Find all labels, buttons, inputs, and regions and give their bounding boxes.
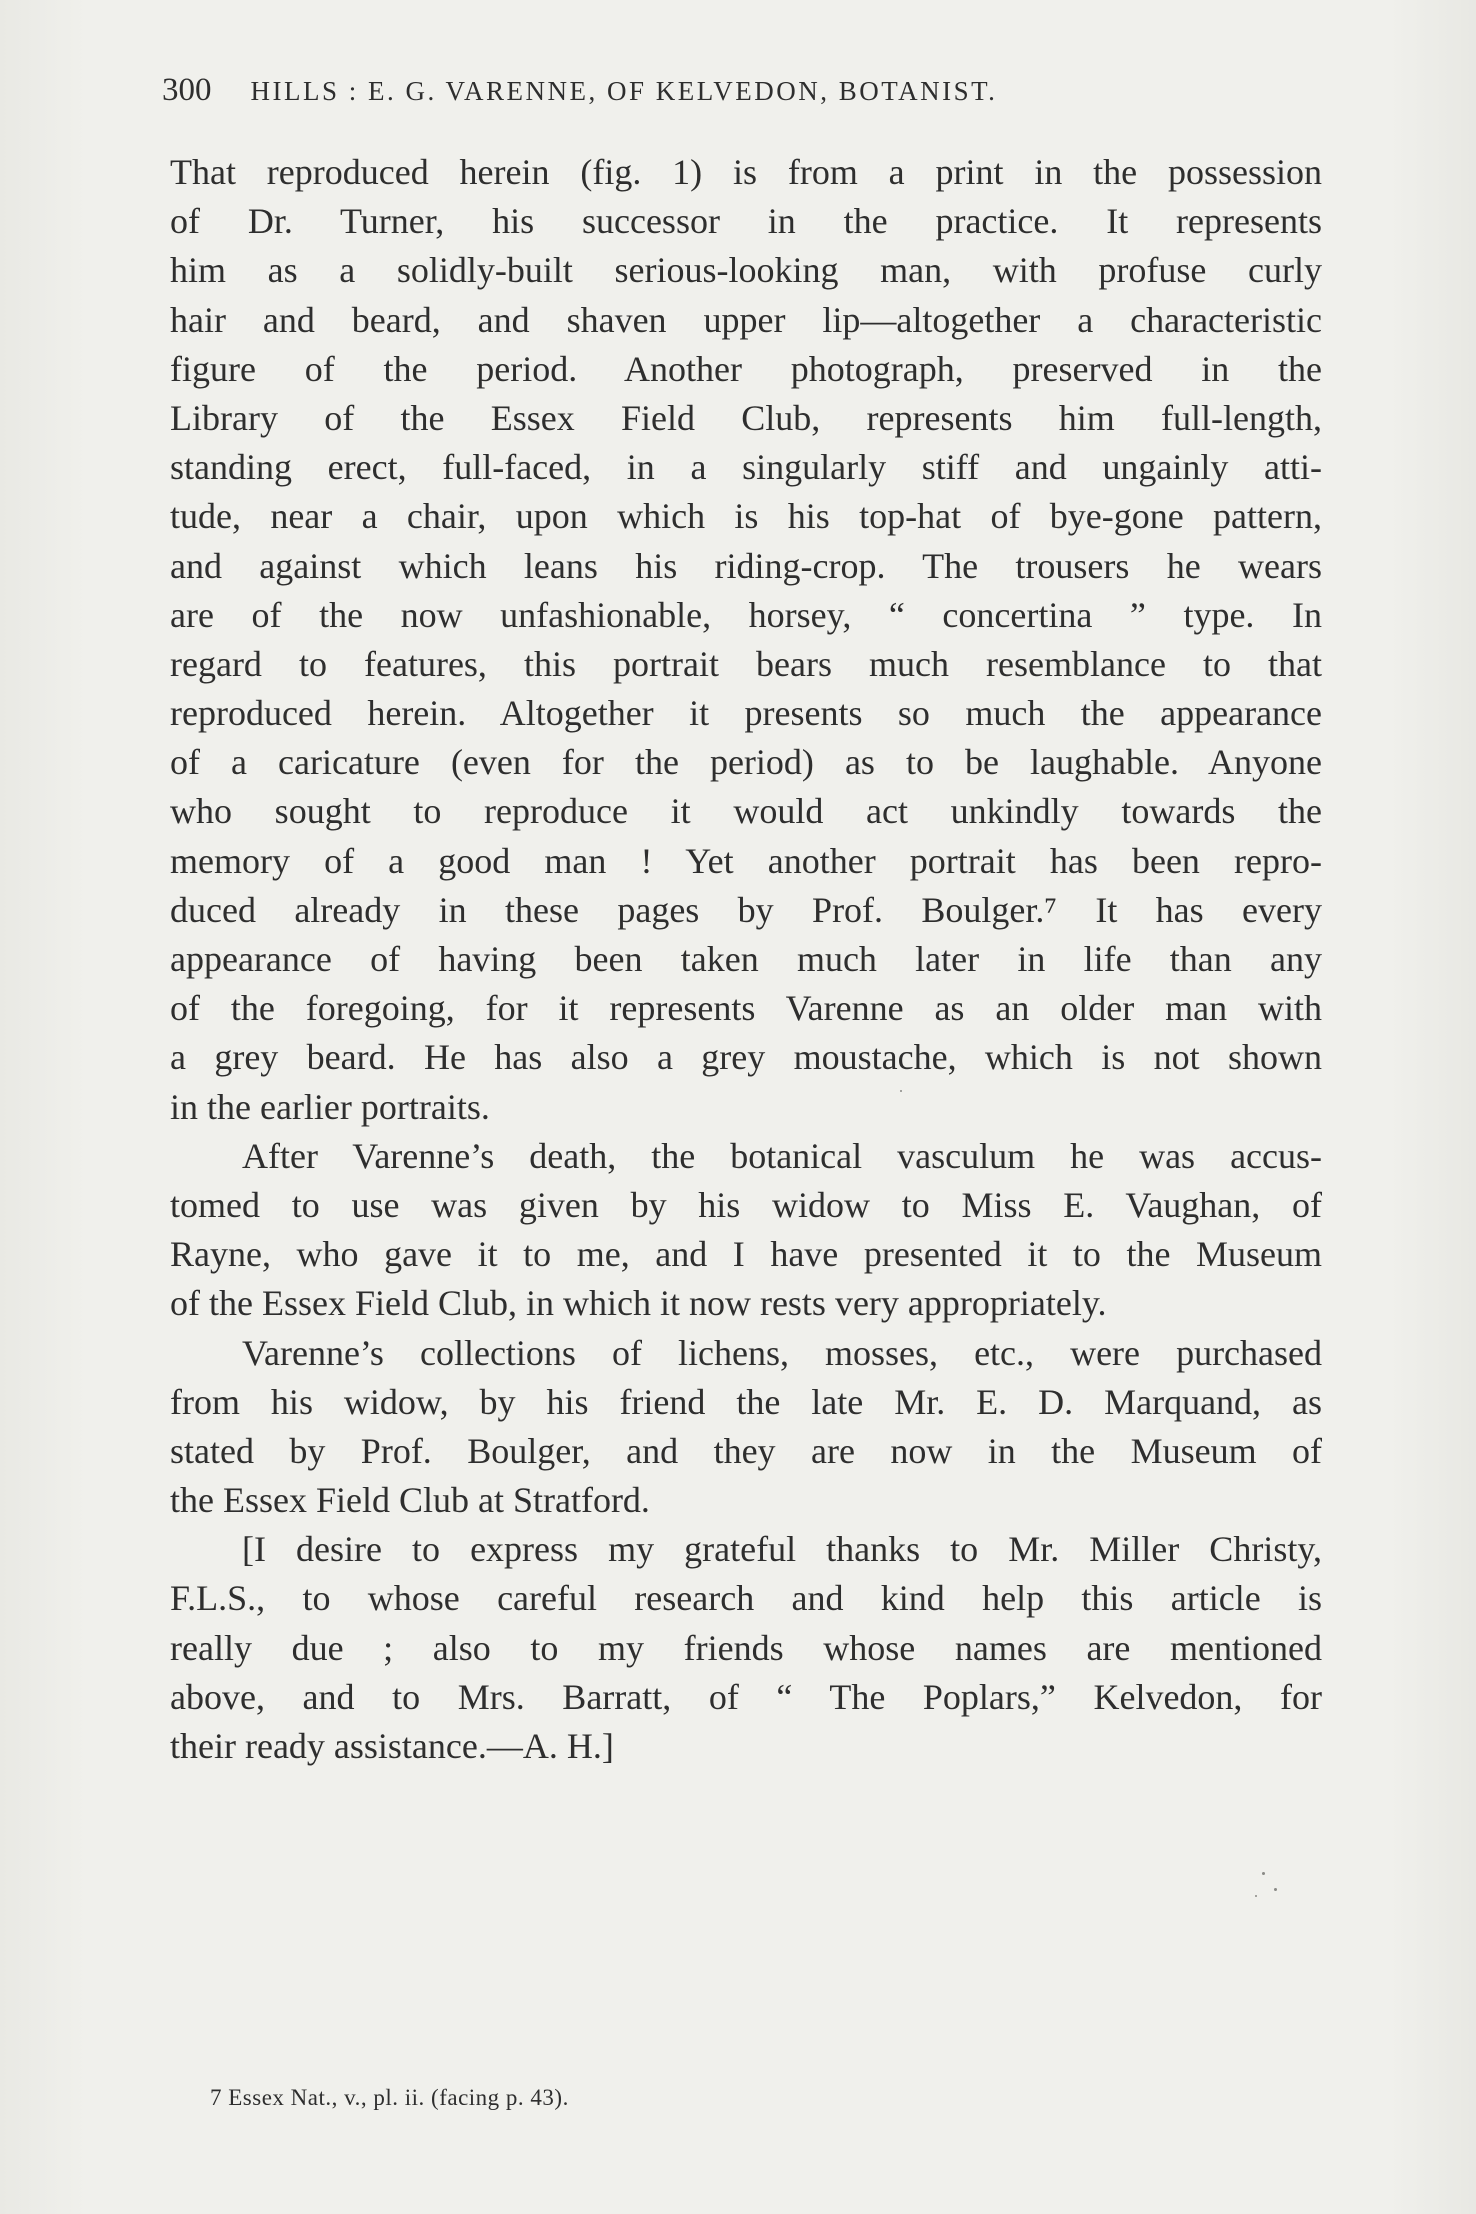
text-line: regard to features, this portrait bears much resemblance to that xyxy=(170,643,1322,684)
text-line: F.L.S., to whose careful research and kind help this article is xyxy=(170,1578,1322,1619)
text-line: reproduced herein. Altogether it presents so much the appearance xyxy=(170,693,1322,734)
text-line: of the Essex Field Club, in which it now rests very appropriately. xyxy=(170,1283,1107,1324)
text-line: memory of a good man ! Yet another portrait has been repro- xyxy=(170,840,1322,881)
text-line: really due ; also to my friends whose names are mentioned xyxy=(170,1627,1322,1668)
text-line: standing erect, full-faced, in a singularly stiff and ungainly atti- xyxy=(170,447,1322,488)
text-line: Library of the Essex Field Club, represents him full-length, xyxy=(170,397,1322,438)
paragraph xyxy=(170,148,1322,1132)
paragraph xyxy=(170,1132,1322,1329)
text-line: hair and beard, and shaven upper lip—altogether a characteristic xyxy=(170,299,1322,340)
page-number: 300 xyxy=(162,72,212,108)
text-line: of the foregoing, for it represents Varenne as an older man with xyxy=(170,988,1322,1029)
body-text xyxy=(170,148,1322,1771)
text-line: who sought to reproduce it would act unkindly towards the xyxy=(170,791,1322,832)
running-title: HILLS : E. G. VARENNE, OF KELVEDON, BOTANIST. xyxy=(250,76,998,106)
paragraph xyxy=(170,1525,1322,1771)
text-line: a grey beard. He has also a grey moustache, which is not shown xyxy=(170,1037,1322,1078)
text-line: stated by Prof. Boulger, and they are now in the Museum of xyxy=(170,1430,1322,1471)
text-line: above, and to Mrs. Barratt, of “ The Poplars,” Kelvedon, for xyxy=(170,1676,1322,1717)
text-line: figure of the period. Another photograph, preserved in the xyxy=(170,348,1322,389)
text-line: their ready assistance.—A. H.] xyxy=(170,1726,614,1766)
text-line: appearance of having been taken much later in life than any xyxy=(170,939,1322,979)
text-line: tomed to use was given by his widow to Miss E. Vaughan, of xyxy=(170,1184,1322,1225)
text-line: of Dr. Turner, his successor in the practice. It represents xyxy=(170,201,1322,242)
text-line: After Varenne’s death, the botanical vasculum he was accus- xyxy=(242,1135,1322,1176)
text-line: [I desire to express my grateful thanks to Mr. Miller Christy, xyxy=(242,1529,1322,1570)
text-line: That reproduced herein (fig. 1) is from a print in the possession xyxy=(170,152,1322,192)
text-line: Varenne’s collections of lichens, mosses, etc., were purchased xyxy=(242,1332,1322,1373)
text-line: duced already in these pages by Prof. Boulger.⁷ It has every xyxy=(170,889,1322,930)
running-header xyxy=(162,72,1332,122)
text-line: him as a solidly-built serious-looking man, with profuse curly xyxy=(170,250,1322,291)
text-line: the Essex Field Club at Stratford. xyxy=(170,1480,650,1521)
text-line: in the earlier portraits. xyxy=(170,1086,490,1127)
text-line: tude, near a chair, upon which is his top-hat of bye-gone pattern, xyxy=(170,496,1322,537)
paragraph xyxy=(170,1329,1322,1526)
text-line: Rayne, who gave it to me, and I have presented it to the Museum xyxy=(170,1234,1322,1275)
footnote: 7 Essex Nat., v., pl. ii. (facing p. 43). xyxy=(210,2085,569,2110)
text-line: of a caricature (even for the period) as to be laughable. Anyone xyxy=(170,742,1322,783)
text-line: are of the now unfashionable, horsey, “ concertina ” type. In xyxy=(170,594,1322,635)
text-line: and against which leans his riding-crop. The trousers he wears xyxy=(170,545,1322,586)
text-line: from his widow, by his friend the late Mr. E. D. Marquand, as xyxy=(170,1381,1322,1422)
